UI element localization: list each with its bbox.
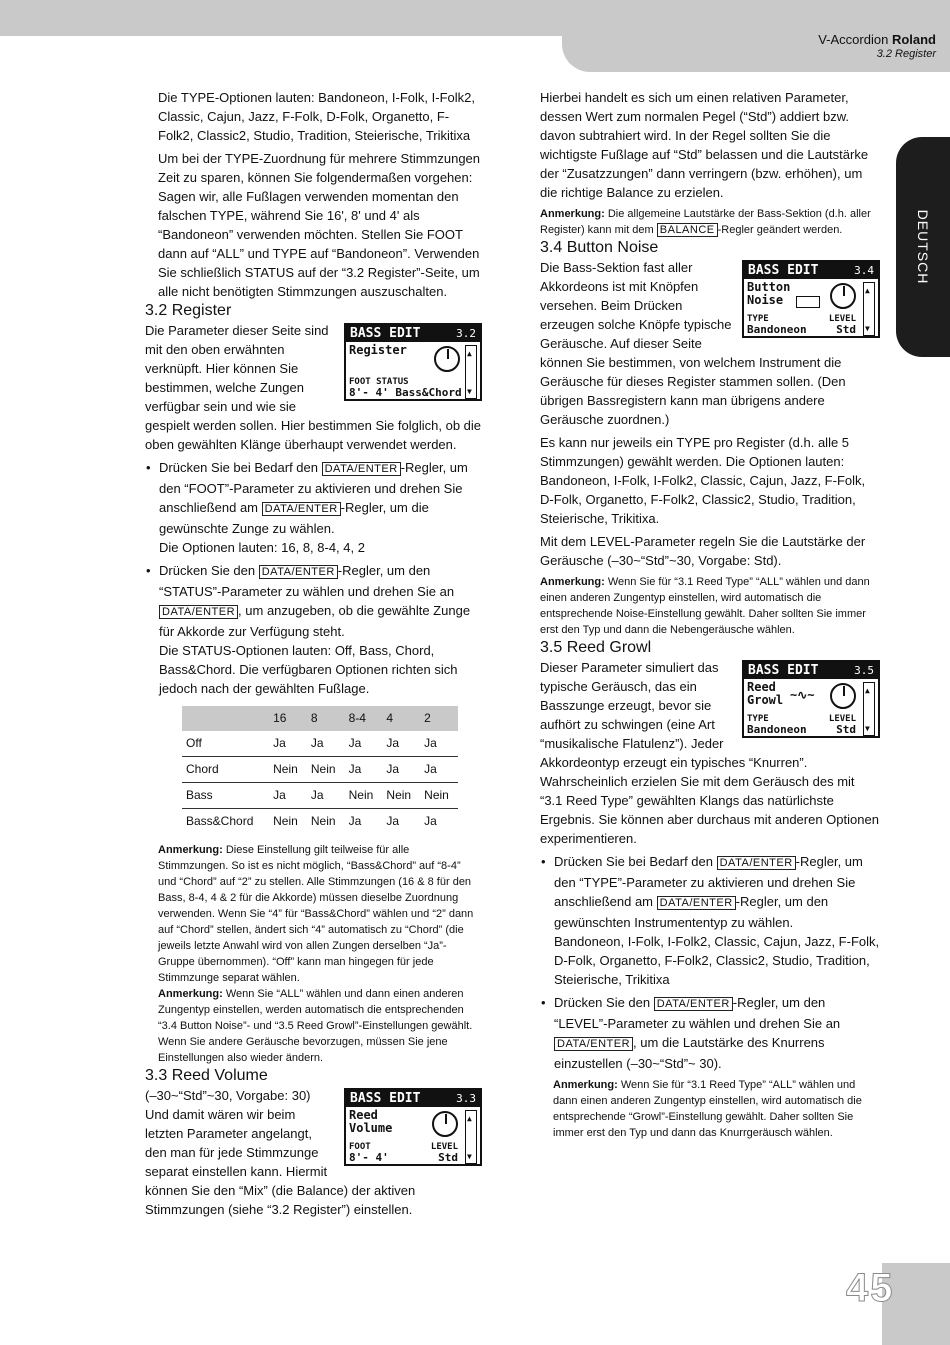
table-header: 8-4 xyxy=(345,706,383,731)
lcd-scrollbar xyxy=(863,282,875,336)
data-enter-key: DATA/ENTER xyxy=(657,896,736,910)
lcd-param-name: Register xyxy=(349,343,407,357)
section-heading-reed-volume: 3.3 Reed Volume xyxy=(145,1067,268,1084)
lcd-param-name-line: Reed xyxy=(349,1108,378,1122)
table-cell: Ja xyxy=(386,814,400,828)
bullet-text: Drücken Sie bei Bedarf den xyxy=(159,460,322,475)
reed-volume-description: (–30~“Std”~30, Vorgabe: 30) Und damit wären wir beim letzten Parameter angelangt, den man für jede Stimmzunge separat einstellen kann. Hiermit können Sie den “Mix” (die Balance) der aktiven Stimmzungen (siehe “3.2 Register”) einstellen. xyxy=(145,1088,416,1217)
page-number: 45 xyxy=(846,1266,895,1310)
bullet-text: -Regler, um den “STATUS”-Parameter zu wählen und drehen Sie an xyxy=(159,563,455,599)
bullet-text: -Regler, um den “LEVEL”-Parameter zu wählen und drehen Sie an xyxy=(554,995,841,1031)
bullet-text: -Regler, um den gewünschten Instrumententyp zu wählen. xyxy=(554,894,829,930)
table-cell: Ja xyxy=(424,814,437,828)
lcd-param-name-line: Volume xyxy=(349,1121,393,1135)
type-assignment-paragraph: Um bei der TYPE-Zuordnung für mehrere Stimmzungen Zeit zu sparen, können Sie folgendermaßen vorgehen: Sagen wir, alle Fußlagen verwenden momentan den falschen TYPE, während Sie 16', 8' und 4' als “Bandoneon” verwenden möchten. Stellen Sie FOOT dann auf “ALL” und TYPE auf “Bandoneon”. Verwenden Sie schließlich STATUS auf der “3.2 Register”-Seite, um alle nicht benötigten Stimmzungen auszuschalten. xyxy=(158,151,481,299)
note-status xyxy=(158,842,482,986)
table-cell: Ja xyxy=(382,757,420,783)
table-cell: Ja xyxy=(269,731,307,757)
lcd-value: Bandoneon xyxy=(747,723,807,736)
table-cell: Ja xyxy=(269,783,307,809)
relative-parameter-paragraph: Hierbei handelt es sich um einen relativen Parameter, dessen Wert zum normalen Pegel (“Std”) addiert bzw. davon subtrahiert wird. In der Regel sollten Sie die wichtigste Fußlage auf “Std” belassen und die Lautstärke der “Zusatzzungen” dann verringern (bzw. erhöhen), um die richtige Balance zu erzielen. xyxy=(540,90,869,200)
table-cell: Ja xyxy=(345,757,383,783)
bullet-text: Drücken Sie den xyxy=(554,995,654,1010)
lcd-page-number: 3.3 xyxy=(456,1092,476,1105)
note-text: Wenn Sie für “3.1 Reed Type” “ALL” wählen und dann einen anderen Zungentyp einstellen, wird automatisch die entsprechende Noise-Einstellung gewählt. Daher sollten Sie immer erst den Typ und dann die Nebengeräusche wählen. xyxy=(540,576,870,636)
language-tab-label: DEUTSCH xyxy=(915,209,931,285)
lcd-label: LEVEL xyxy=(828,714,856,724)
bullet-options: Die Optionen lauten: 16, 8, 8-4, 4, 2 xyxy=(159,540,365,555)
table-cell: Ja xyxy=(345,731,383,757)
table-row xyxy=(182,731,458,757)
data-enter-key: DATA/ENTER xyxy=(717,856,796,870)
header-brand: V-Accordion xyxy=(818,32,889,47)
bullet-foot xyxy=(145,458,482,557)
bullet-text: Drücken Sie bei Bedarf den xyxy=(554,854,717,869)
table-cell: Ja xyxy=(420,731,458,757)
knob-icon xyxy=(830,283,856,309)
bullet-text: , um anzugeben, ob die gewählte Zunge für Akkorde zur Verfügung steht. xyxy=(159,603,471,639)
note-text: Wenn Sie für “3.1 Reed Type” “ALL” wählen und dann einen anderen Zungentyp einstellen, wird automatisch die entsprechende “Growl”-Einstellung gewählt. Daher sollten Sie immer erst den Typ und dann das Knurrgeräusch wählen. xyxy=(553,1079,862,1139)
header-section: 3.2 Register xyxy=(876,48,936,60)
growl-wave-icon: ~∿~ xyxy=(790,688,815,702)
lcd-param-name-line: Button xyxy=(747,280,791,294)
knob-icon xyxy=(830,683,856,709)
lcd-label: LEVEL xyxy=(430,1142,458,1152)
table-cell: Nein xyxy=(310,814,336,828)
lcd-title-bar xyxy=(744,262,878,279)
lcd-param-name xyxy=(747,681,783,707)
table-header-row xyxy=(182,706,458,731)
lcd-title: BASS EDIT xyxy=(748,663,819,678)
note-noise xyxy=(540,574,880,638)
table-cell: Ja xyxy=(348,814,362,828)
section-heading-button-noise: 3.4 Button Noise xyxy=(540,239,659,256)
bullet-options: Bandoneon, I-Folk, I-Folk2, Classic, Cajun, Jazz, F-Folk, D-Folk, Organetto, F-Folk2, Classic2, Studio, Tradition, Steierische, Trikitixa xyxy=(554,934,880,987)
button-noise-type-paragraph: Es kann nur jeweils ein TYPE pro Register (d.h. alle 5 Stimmzungen) gewählt werden. Die Optionen lauten: Bandoneon, I-Folk, I-Folk2, Classic, Cajun, Jazz, F-Folk, D-Folk, Organetto, F-Folk2, Classic2, Studio, Tradition, Steierische, Trikitixa. xyxy=(540,435,866,526)
note-text: -Regler geändert werden. xyxy=(717,224,843,236)
right-column xyxy=(540,88,880,1141)
lcd-label: FOOT STATUS xyxy=(349,377,409,387)
lcd-scrollbar xyxy=(465,345,477,399)
table-cell: Nein xyxy=(273,814,298,828)
lcd-label: FOOT xyxy=(349,1142,371,1152)
lcd-display-register xyxy=(344,323,482,401)
data-enter-key: DATA/ENTER xyxy=(554,1037,633,1051)
note-all-type xyxy=(158,986,482,1066)
data-enter-key: DATA/ENTER xyxy=(262,502,341,516)
table-cell: Nein xyxy=(382,783,420,809)
knob-icon xyxy=(432,1111,458,1137)
lcd-page-number: 3.2 xyxy=(456,327,476,340)
lcd-scrollbar xyxy=(863,682,875,736)
table-cell: Bass xyxy=(182,783,269,809)
table-cell: Ja xyxy=(307,783,345,809)
lcd-label: TYPE xyxy=(747,714,769,724)
table-cell: Chord xyxy=(182,757,269,783)
bullet-text: Drücken Sie den xyxy=(159,563,259,578)
note-label: Anmerkung: xyxy=(553,1079,618,1091)
note-text: Diese Einstellung gilt teilweise für alle Stimmzungen. So ist es nicht möglich, “Bass&Chord” auf “8-4” und “Chord” auf “2” zu stellen. Alle Stimmzungen (16 & 8 für den Bass, 8-4, 4 & 2 für die Akkorde) müssen dieselbe Zuordnung verwenden. Wenn Sie “4” für “Bass&Chord” wählen und “2” dann auf “Chord” stellen, ändert sich “4” automatisch zu “Chord” (die jeweils letzte Anwahl wird von allen Zungen derselben “Ja”-Gruppe übernommen). “Off” kann man hingegen für jede Stimmzunge separat wählen. xyxy=(158,844,474,984)
register-description: Die Parameter dieser Seite sind mit den oben erwähnten verknüpft. Hier können Sie bestimmen, welche Zungen verfügbar sein und wie sie gespielt werden sollen. Hier bestimmen Sie folglich, ob die oben gewählten Klänge überhaupt verwendet werden. xyxy=(145,323,482,452)
table-cell: Bass&Chord xyxy=(186,814,254,828)
table-cell: Ja xyxy=(307,731,345,757)
lcd-value: 8'- 4' Bass&Chord xyxy=(349,386,462,399)
lcd-param-name-line: Noise xyxy=(747,293,784,307)
lcd-title: BASS EDIT xyxy=(350,1091,421,1106)
data-enter-key: DATA/ENTER xyxy=(159,605,238,619)
lcd-param-name-line: Growl xyxy=(747,693,784,707)
type-options-paragraph: Die TYPE-Optionen lauten: Bandoneon, I-Folk, I-Folk2, Classic, Cajun, Jazz, F-Folk, D-Folk, Organetto, F-Folk2, Classic2, Studio, Tradition, Steierische, Trikitixa xyxy=(158,90,475,143)
lcd-title: BASS EDIT xyxy=(350,326,421,341)
language-tab xyxy=(896,137,950,357)
lcd-page-number: 3.5 xyxy=(854,664,874,677)
lcd-value: Std xyxy=(438,1151,458,1164)
lcd-display-reed-growl xyxy=(742,660,880,738)
lcd-display-button-noise xyxy=(742,260,880,338)
bullet-text: , um die Lautstärke des Knurrens einzustellen (–30~“Std”~ 30). xyxy=(554,1035,825,1071)
header-title xyxy=(818,32,936,47)
bullet-level xyxy=(540,993,880,1073)
balance-key: BALANCE xyxy=(657,223,718,237)
note-text: Wenn Sie “ALL” wählen und dann einen anderen Zungentyp einstellen, werden automatisch die entsprechenden “3.4 Button Noise”- und “3.5 Reed Growl”-Einstellungen gewählt. Wenn Sie andere Geräusche bevorzugen, müssen Sie jene Einstellungen also wieder ändern. xyxy=(158,988,473,1064)
table-header: 2 xyxy=(420,706,458,731)
table-header: 16 xyxy=(269,706,307,731)
data-enter-key: DATA/ENTER xyxy=(322,462,401,476)
table-row xyxy=(182,809,458,835)
bullet-text: -Regler, um den “TYPE”-Parameter zu aktivieren und drehen Sie anschließend am xyxy=(554,854,863,909)
table-row xyxy=(182,783,458,809)
lcd-display-reed-volume xyxy=(344,1088,482,1166)
lcd-label: LEVEL xyxy=(828,314,856,324)
note-text: Die allgemeine Lautstärke der Bass-Sektion (d.h. aller Register) kann mit dem xyxy=(540,208,871,236)
lcd-value: 8'- 4' xyxy=(349,1151,389,1164)
table-cell: Off xyxy=(182,731,269,757)
page-header xyxy=(562,22,950,72)
lcd-param-name-line: Reed xyxy=(747,680,776,694)
header-brand-bold: Roland xyxy=(891,32,936,47)
lcd-page-number: 3.4 xyxy=(854,264,874,277)
bullet-text: -Regler, um den “FOOT”-Parameter zu aktivieren und drehen Sie anschließend am xyxy=(159,460,468,515)
data-enter-key: DATA/ENTER xyxy=(654,997,733,1011)
lcd-register-symbol xyxy=(434,346,460,372)
status-options-table xyxy=(182,706,458,834)
button-icon xyxy=(796,296,820,308)
data-enter-key: DATA/ENTER xyxy=(259,565,338,579)
reed-growl-description: Dieser Parameter simuliert das typische Geräusch, das ein Basszunge erzeugt, bevor sie aufhört zu schwingen (eine Art “musikalische Flatulenz”). Jeder Akkordeontyp erzeugt ein typisches “Knurren”. Wahrscheinlich erzielen Sie mit dem Geräusch des mit “3.1 Reed Type” gewählten Klangs das natürlichste Ergebnis. Sie können aber durchaus mit anderen Optionen experimentieren. xyxy=(540,660,879,846)
lcd-title-bar xyxy=(346,325,480,342)
lcd-title: BASS EDIT xyxy=(748,263,819,278)
table-cell: Ja xyxy=(382,731,420,757)
table-cell: Nein xyxy=(269,757,307,783)
lcd-value: Std xyxy=(836,723,856,736)
lcd-title-bar xyxy=(744,662,878,679)
section-heading-reed-growl: 3.5 Reed Growl xyxy=(540,639,652,656)
note-label: Anmerkung: xyxy=(540,208,605,220)
table-header xyxy=(182,706,269,731)
note-label: Anmerkung: xyxy=(158,988,223,1000)
table-cell: Nein xyxy=(307,757,345,783)
table-row xyxy=(182,757,458,783)
bullet-text: -Regler, um die gewünschte Zunge zu wählen. xyxy=(159,500,429,536)
left-column xyxy=(145,88,482,1219)
table-header: 4 xyxy=(382,706,420,731)
lcd-value: Std xyxy=(836,323,856,336)
bullet-status xyxy=(145,561,482,698)
lcd-scrollbar xyxy=(465,1110,477,1164)
table-cell: Ja xyxy=(420,757,458,783)
lcd-title-bar xyxy=(346,1090,480,1107)
button-noise-description: Die Bass-Sektion fast aller Akkordeons ist mit Knöpfen versehen. Beim Drücken erzeugen solche Knöpfe typische Geräusche. Auf dieser Seite können Sie bestimmen, von welchem Instrument die Geräusche für dieses Register stammen sollen. (Den übrigen Bassregistern kann man übrigens andere Geräusche zuordnen.) xyxy=(540,260,846,427)
table-header: 8 xyxy=(307,706,345,731)
table-cell: Nein xyxy=(345,783,383,809)
table-cell: Nein xyxy=(420,783,458,809)
note-label: Anmerkung: xyxy=(158,844,223,856)
lcd-param-name xyxy=(747,281,790,307)
bullet-options: Die STATUS-Optionen lauten: Off, Bass, Chord, Bass&Chord. Die verfügbaren Optionen richten sich jedoch nach der gewählten Fußlage. xyxy=(159,643,458,696)
note-balance xyxy=(540,206,880,238)
lcd-label: TYPE xyxy=(747,314,769,324)
note-growl xyxy=(553,1077,880,1141)
bullet-type xyxy=(540,852,880,989)
note-label: Anmerkung: xyxy=(540,576,605,588)
button-noise-level-paragraph: Mit dem LEVEL-Parameter regeln Sie die Lautstärke der Geräusche (–30~“Std”~30, Vorgabe: Std). xyxy=(540,534,866,568)
lcd-param-name xyxy=(349,1109,392,1135)
lcd-value: Bandoneon xyxy=(747,323,807,336)
section-heading-register: 3.2 Register xyxy=(145,302,232,319)
